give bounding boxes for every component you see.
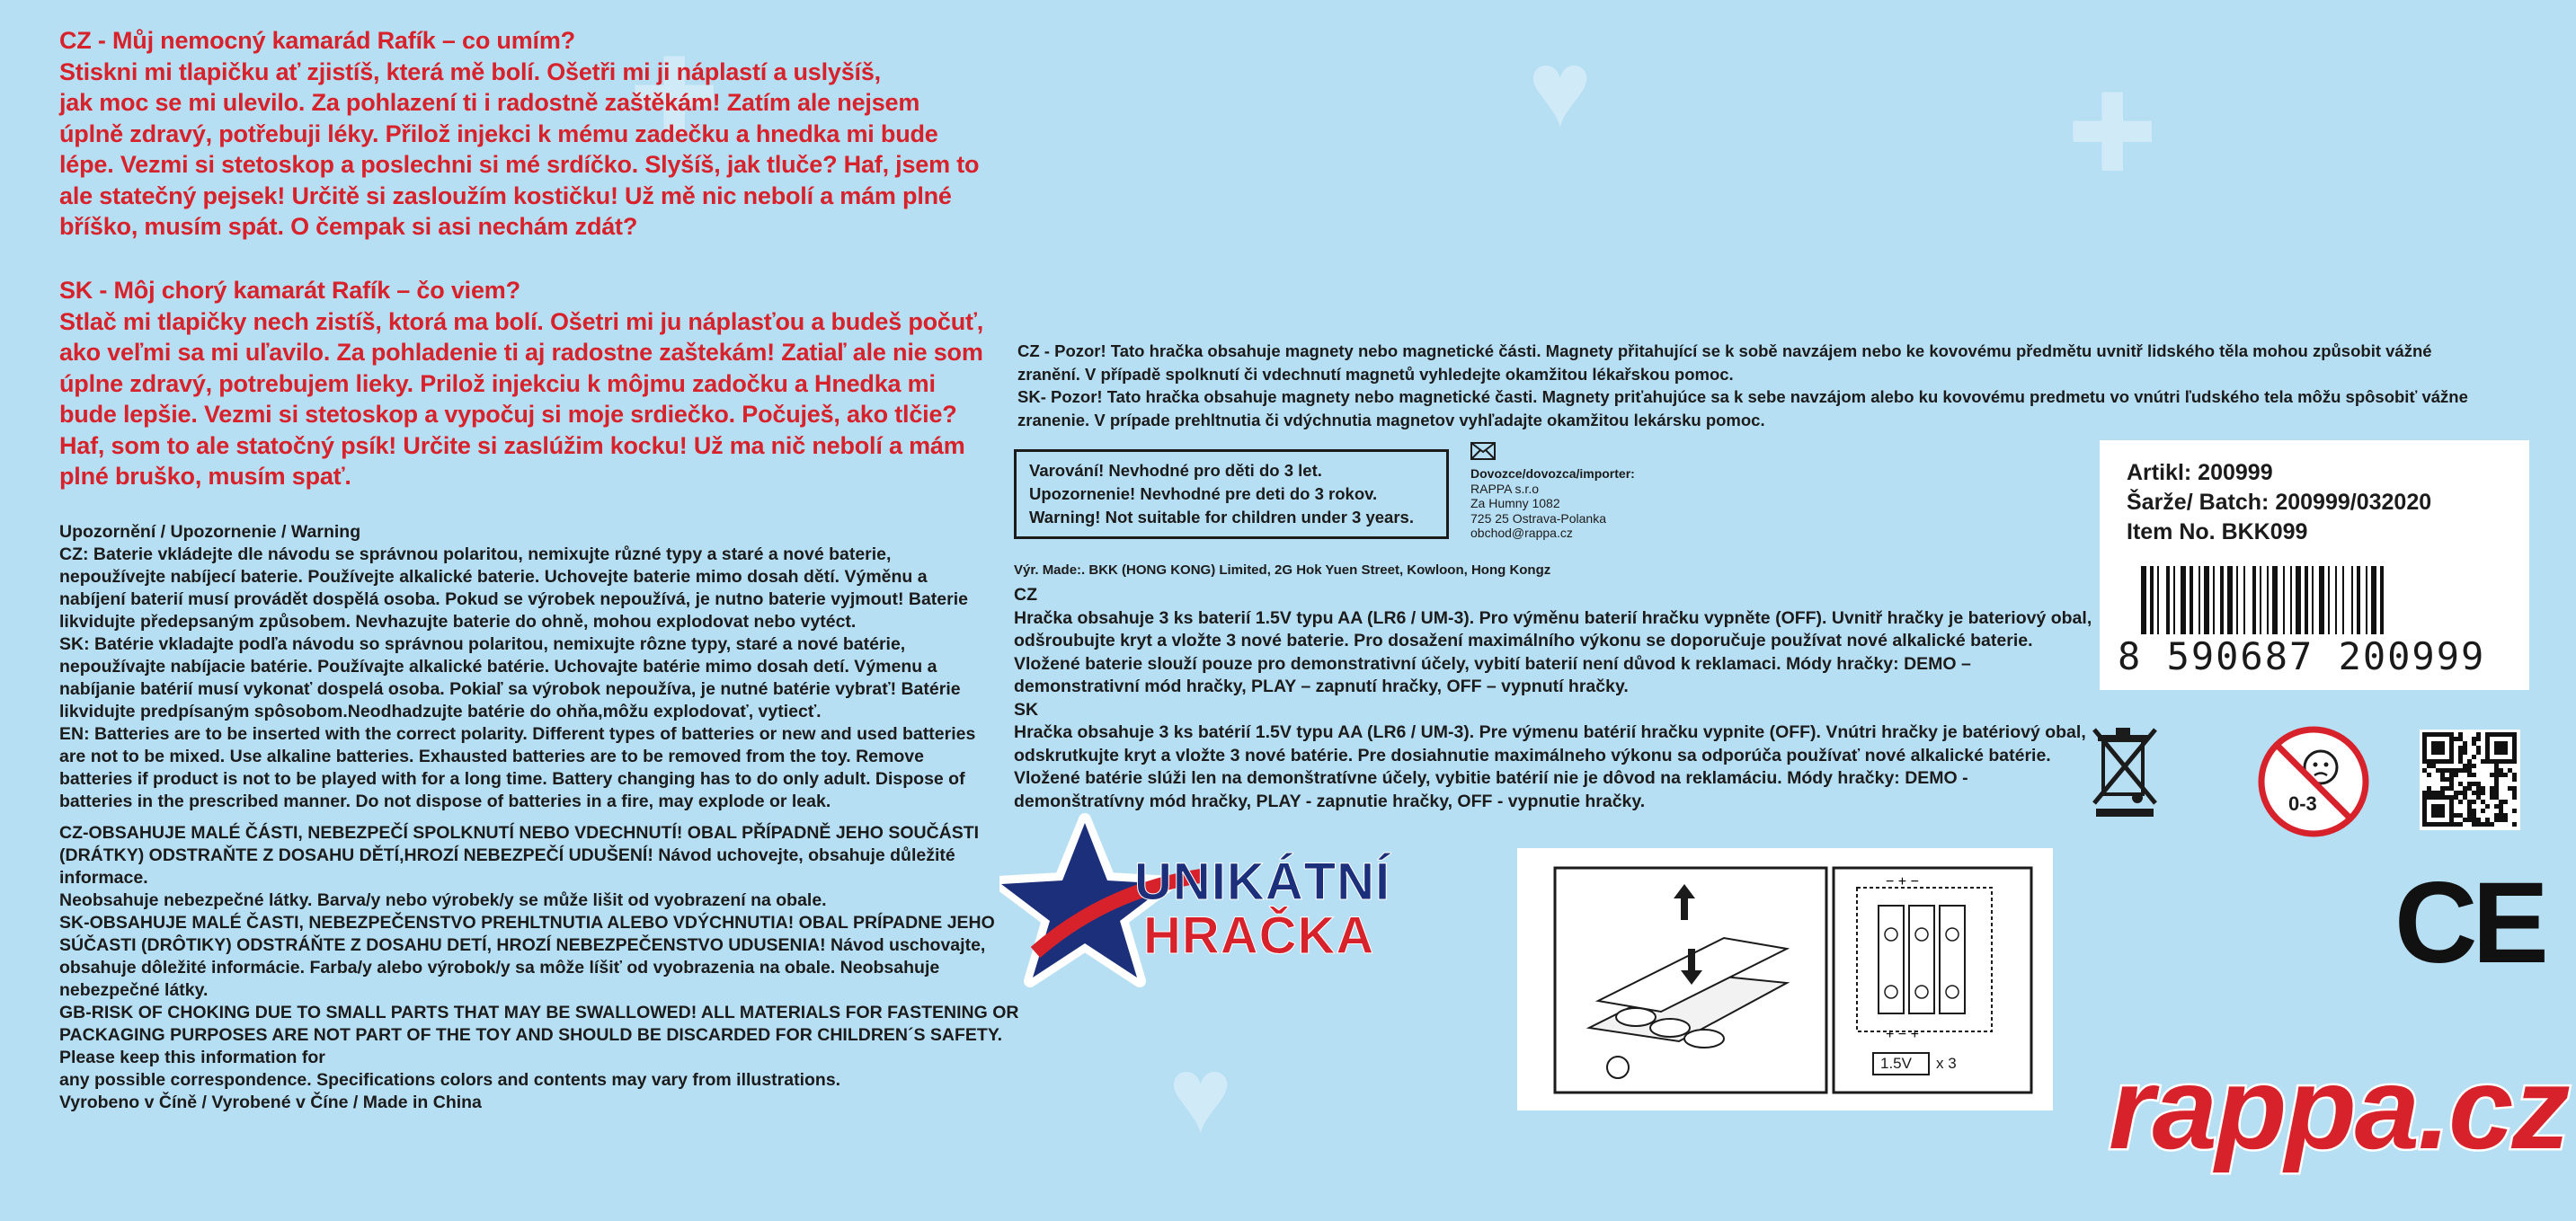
battery-warning-line: Upozornění / Upozornenie / Warning [59,522,361,542]
choking-warning-line: CZ-OBSAHUJE MALÉ ČÁSTI, NEBEZPEČÍ SPOLKNUTÍ NEBO VDECHNUTÍ! OBAL PŘÍPADNĚ JEHO SOUČÁSTI [59,823,980,843]
manufacturer-line: Výr. Made:. BKK (HONG KONG) Limited, 2G Hok Yuen Street, Kowloon, Hong Kongz [1014,562,1551,578]
badge-line-2: HRAČKA [1143,907,1375,965]
importer-heading: Dovozce/dovozca/importer: [1470,466,1635,481]
choking-warning-line: SÚČASTI (DRÔTIKY) ODSTRÁŇTE Z DOSAHU DETÍ, HROZÍ NEBEZPEČENSTVO UDUSENIA! Návod uschovajte, [59,935,986,955]
sk-intro [59,275,983,492]
qr-code [2420,730,2520,830]
age-warning-line: Warning! Not suitable for children under 3 years. [1029,508,1414,526]
background-cross-decoration: ✚ [2067,74,2158,194]
sk-intro-line: plné bruško, musím spať. [59,463,351,490]
battery-warning-line: nabíjanie batérií musí vykonať dospelá osoba. Pokiaľ sa výrobok nepoužíva, je nutné batérie vybrať! Batérie [59,679,961,699]
choking-warning-line: (DRÁTKY) ODSTRAŇTE Z DOSAHU DĚTÍ,HROZÍ NEBEZPEČÍ UDUŠENÍ! Návod uchovejte, obsahuje důležité [59,845,955,865]
background-heart-decoration: ♥ [1528,29,1593,149]
age-warning-line: Varování! Nevhodné pro děti do 3 let. [1029,461,1322,480]
magnet-warning [1017,340,2468,431]
choking-warning-line: nebezpečné látky. [59,980,209,1000]
importer-line: RAPPA s.r.o [1470,481,1539,496]
item-number: Item No. BKK099 [2127,519,2308,544]
cz-intro-line: ale statečný pejsek! Určitě si zasloužím kostičku! Už mě nic nebolí a mám plné [59,181,952,209]
battery-warning-line: nepoužívajte nabíjacie batérie. Používajte alkalické batérie. Uchovajte batérie mimo dosah detí. Výmenu a [59,657,937,677]
battery-info [1014,584,2092,813]
battery-warning-line: batteries if product is not to be played with for a long time. Battery changing has to do only adult. Dispose of [59,769,965,789]
battery-count-label: x 3 [1936,1055,1957,1072]
sk-intro-line: Stlač mi tlapičky nech zistíš, ktorá ma bolí. Ošetri mi ju náplasťou a budeš počuť, [59,307,984,335]
magnet-warning-line: CZ - Pozor! Tato hračka obsahuje magnety nebo magnetické části. Magnety přitahující se k sobě navzájem nebo ke kovovému předmětu uvnitř lidského těla mohou způsobit vážné [1017,341,2432,360]
battery-info-line: Vložené baterie slouží pouze pro demonstrativní účely, vybití baterií není důvod k reklamaci. Módy hračky: DEMO – [1014,653,1971,674]
cz-intro-line: jak moc se mi ulevilo. Za pohlazení ti i radostně zaštěkám! Zatím ale nejsem [59,89,920,116]
age-restriction-icon [2258,726,2369,837]
sk-intro-line: úplne zdravý, potrebujem lieky. Prilož injekciu k môjmu zadočku a Hnedka mi [59,369,936,397]
background-paw-decoration: ✚ [629,38,720,158]
battery-info-line: Hračka obsahuje 3 ks baterií 1.5V typu AA (LR6 / UM-3). Pro výměnu baterií hračku vypněte (OFF). Uvnitř hračky je bateriový obal, [1014,607,2092,628]
battery-compartment-illustration [1517,848,2053,1110]
magnet-warning-line: zranenie. V prípade prehltnutia či vdýchnutia magnetov vyhľadajte okamžitou lekársku pomoc. [1017,410,1765,429]
sk-intro-line: ako veľmi sa mi uľavilo. Za pohladenie ti aj radostne zaštekám! Zatiaľ ale nie som [59,339,983,366]
svg-text:+ − +: + − + [1886,1027,1919,1042]
cz-intro-title: CZ - Můj nemocný kamarád Rafík – co umím? [59,27,575,54]
battery-warning [59,521,975,813]
battery-warning-line: CZ: Baterie vkládejte dle návodu se správnou polaritou, nemixujte různé typy a staré a nové baterie, [59,544,892,564]
battery-info-line: Vložené batérie slúži len na demonštratívne účely, vybitie batérií nie je dôvod na reklamáciu. Módy hračky: DEMO - [1014,768,1968,788]
choking-warning-line: PACKAGING PURPOSES ARE NOT PART OF THE TOY AND SHOULD BE DISCARDED FOR CHILDREN´S SAFETY. [59,1025,1003,1045]
unique-toy-badge [999,809,1431,988]
sk-intro-title: SK - Môj chorý kamarát Rafík – čo viem? [59,277,520,304]
battery-warning-line: likvidujte predpísaným spôsobom.Neodhadzujte batérie do ohňa,môžu explodovať, vytiecť. [59,702,822,721]
battery-info-line: demonštratívny mód hračky, PLAY - zapnutie hračky, OFF - vypnutie hračky. [1014,791,1646,811]
importer-block [1470,442,1635,541]
weee-bin-icon [2091,724,2159,824]
choking-warning-line: Please keep this information for [59,1048,325,1067]
age-warning-line: Upozornenie! Nevhodné pre deti do 3 rokov. [1029,484,1378,503]
batch-number: Šarže/ Batch: 200999/032020 [2127,490,2432,515]
importer-line: 725 25 Ostrava-Polanka [1470,510,1606,526]
battery-voltage-label: 1.5V [1880,1055,1912,1072]
choking-warning-line: any possible correspondence. Specifications colors and contents may vary from illustrations. [59,1070,841,1090]
battery-info-line: demonstrativní mód hračky, PLAY – zapnutí hračky, OFF – vypnutí hračky. [1014,677,1629,696]
importer-email: obchod@rappa.cz [1470,526,1573,540]
envelope-icon [1470,442,1496,460]
choking-warning-line: Neobsahuje nebezpečné látky. Barva/y nebo výrobek/y se může lišit od vyobrazení na obale. [59,890,827,910]
battery-warning-line: nepoužívejte nabíjecí baterie. Používejte alkalické baterie. Uchovejte baterie mimo dosah dětí. Výměnu a [59,567,928,587]
battery-diagram [1517,848,2053,1110]
choking-warning-line: obsahuje dôležité informácie. Farba/y alebo výrobok/y sa môže líšiť od vyobrazenia na obale. Neobsahuje [59,958,940,978]
age-warning-box [1014,449,1449,539]
battery-info-line: odšroubujte kryt a vložte 3 nové baterie. Pro dosažení maximálního výkonu se doporučuje používat nové alkalické baterie. [1014,631,2033,650]
product-info-box [2100,440,2529,690]
battery-info-line: CZ [1014,585,1037,605]
magnet-warning-line: SK- Pozor! Tato hračka obsahuje magnety nebo magnetické časti. Magnety priťahujúce sa k sebe navzájom alebo ku kovovému predmetu vo vnútri ľudského tela môžu spôsobiť vážne [1017,387,2468,406]
barcode-digits: 8 590687 200999 [2118,634,2486,678]
battery-info-line: odskrutkujte kryt a vložte 3 nové batérie. Pre dosiahnutie maximálneho výkonu sa odporúča používať nové alkalické batérie. [1014,745,2051,765]
battery-info-line: SK [1014,699,1039,720]
battery-warning-line: batteries in the prescribed manner. Do not dispose of batteries in a fire, may explode or leak. [59,792,831,811]
cz-intro-line: bříško, musím spát. O čempak si asi nechám zdát? [59,213,638,240]
importer-line: Za Humny 1082 [1470,496,1560,510]
choking-warning-line: SK-OBSAHUJE MALÉ ČASTI, NEBEZPEČENSTVO PREHLTNUTIA ALEBO VDÝCHNUTIA! OBAL PRÍPADNE JEHO [59,913,995,933]
sk-intro-line: bude lepšie. Vezmi si stetoskop a vypočuj si moje srdiečko. Počuješ, ako tlčie? [59,401,957,428]
cz-intro-line: lépe. Vezmi si stetoskop a poslechni si mé srdíčko. Slyšíš, jak tluče? Haf, jsem to [59,151,980,178]
battery-warning-line: are not to be mixed. Use alkaline batteries. Exhausted batteries are to be removed from the toy. Remove [59,747,924,766]
magnet-warning-line: zranění. V případě spolknutí či vdechnutí magnetů vyhledejte okamžitou lékařskou pomoc. [1017,364,1734,384]
choking-warning [59,822,1018,1114]
choking-warning-line: GB-RISK OF CHOKING DUE TO SMALL PARTS THAT MAY BE SWALLOWED! ALL MATERIALS FOR FASTENING OR [59,1003,1019,1022]
svg-text:− + −: − + − [1886,874,1919,889]
cz-intro-line: Stiskni mi tlapičku ať zjistíš, která mě bolí. Ošetři mi ji náplastí a uslyšíš, [59,58,881,85]
battery-warning-line: nabíjení baterií musí provádět dospělá osoba. Pokud se výrobek nepoužívá, je nutno baterie vyjmout! Baterie [59,589,968,609]
cz-intro-line: úplně zdravý, potřebuji léky. Přilož injekci k mému zadečku a hnedka mi bude [59,119,938,147]
cz-intro [59,25,979,243]
sk-intro-line: Haf, som to ale statočný psík! Určite si zaslúžim kocku! Už ma nič nebolí a mám [59,431,965,459]
battery-warning-line: EN: Batteries are to be inserted with the correct polarity. Different types of batteries or new and used batteries [59,724,976,744]
choking-warning-line: informace. [59,868,148,888]
ce-mark: CE [2394,859,2544,987]
battery-warning-line: SK: Batérie vkladajte podľa návodu so správnou polaritou, nemixujte rôzne typy, staré a nové batérie, [59,634,906,654]
choking-warning-line: Vyrobeno v Číně / Vyrobené v Číne / Made in China [59,1093,482,1112]
brand-logo: rappa.cz [2109,1042,2569,1173]
background-heart-decoration-2: ♥ [1168,1035,1233,1155]
battery-info-line: Hračka obsahuje 3 ks batérií 1.5V typu AA (LR6 / UM-3). Pre výmenu batérií hračku vypnite (OFF). Vnútri hračky je batériový obal, [1014,722,2086,742]
age-restriction-label: 0-3 [2288,792,2317,815]
battery-warning-line: likvidujte předepsaným způsobem. Nevhazujte baterie do ohně, mohou explodovat nebo vytéct. [59,612,857,632]
badge-line-1: UNIKÁTNÍ [1134,853,1391,911]
article-number: Artikl: 200999 [2127,460,2273,485]
